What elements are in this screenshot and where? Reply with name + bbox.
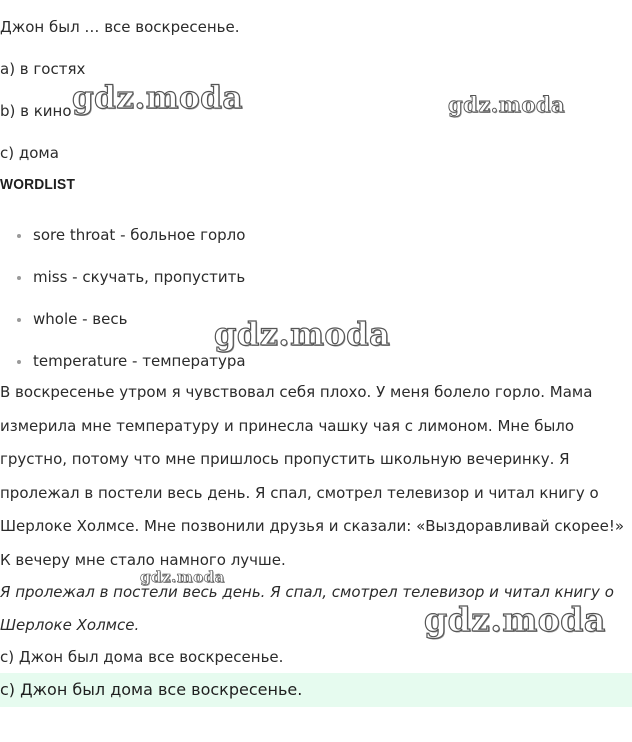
bullet-icon bbox=[17, 360, 21, 364]
answer-highlight-text: c) Джон был дома все воскресенье. bbox=[0, 680, 303, 699]
wordlist-item-text: sore throat - больное горло bbox=[33, 226, 246, 244]
evidence-line: Я пролежал в постели весь день. Я спал, смотрел телевизор и читал книгу о bbox=[0, 583, 614, 601]
story-paragraph bbox=[0, 382, 624, 583]
watermark-logo: gdz.moda bbox=[424, 600, 606, 639]
paragraph-line: Шерлоке Холмсе. Мне позвонили друзья и сказали: «Выздоравливай скорее!» bbox=[0, 517, 625, 535]
wordlist-item-text: miss - скучать, пропустить bbox=[33, 268, 246, 286]
option-b: b) в кино bbox=[0, 102, 72, 120]
paragraph-line: пролежал в постели весь день. Я спал, смотрел телевизор и читал книгу о bbox=[0, 483, 599, 502]
watermark-logo: gdz.moda bbox=[214, 315, 391, 353]
bullet-icon bbox=[17, 234, 21, 238]
paragraph-line: измерила мне температуру и принесла чашку чая с лимоном. Мне было bbox=[0, 416, 575, 435]
watermark-logo: gdz.moda bbox=[140, 568, 225, 586]
option-a: a) в гостях bbox=[0, 60, 86, 78]
wordlist-title: WORDLIST bbox=[0, 176, 76, 193]
watermark-logo: gdz.moda bbox=[448, 92, 566, 117]
wordlist-item-text: whole - весь bbox=[33, 310, 128, 328]
watermark-logo: gdz.moda bbox=[72, 80, 243, 116]
paragraph-line: В воскресенье утром я чувствовал себя плохо. У меня болело горло. Мама bbox=[0, 383, 593, 401]
paragraph-line: К вечеру мне стало намного лучше. bbox=[0, 550, 286, 569]
option-c: c) дома bbox=[0, 144, 59, 162]
answer-text: c) Джон был дома все воскресенье. bbox=[0, 648, 284, 666]
paragraph-line: грустно, потому что мне пришлось пропустить школьную вечеринку. Я bbox=[0, 450, 570, 468]
question-text: Джон был … все воскресенье. bbox=[0, 18, 240, 36]
wordlist-item-text: temperature - температура bbox=[33, 352, 246, 370]
bullet-icon bbox=[17, 318, 21, 322]
bullet-icon bbox=[17, 276, 21, 280]
evidence-line: Шерлоке Холмсе. bbox=[0, 616, 140, 634]
answer-highlight-box bbox=[0, 673, 632, 707]
